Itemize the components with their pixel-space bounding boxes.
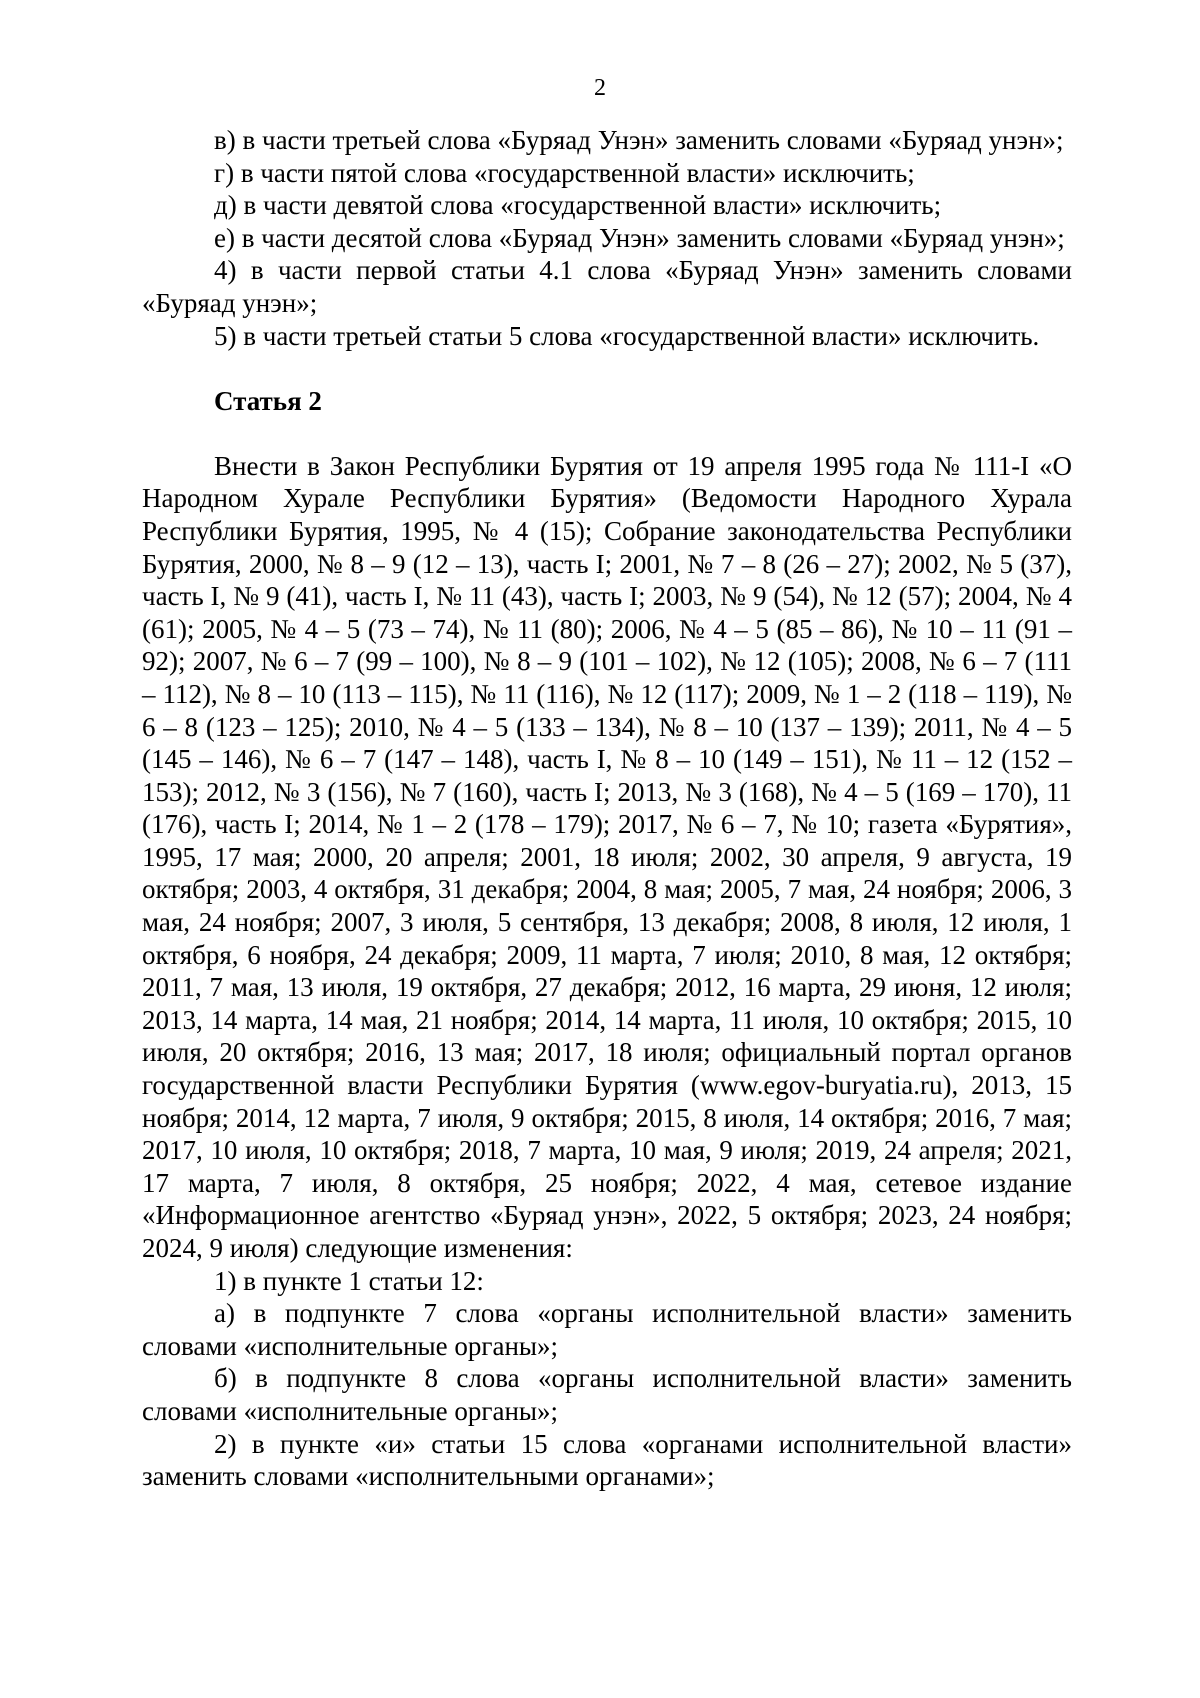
paragraph-item-1: 1) в пункте 1 статьи 12: (214, 1265, 484, 1296)
paragraph-item-e: е) в части десятой слова «Буряад Унэн» заменить словами «Буряад унэн»; (214, 222, 1065, 253)
page-number: 2 (594, 75, 606, 101)
article-heading: Статья 2 (214, 386, 322, 417)
article-intro-paragraph: Внести в Закон Республики Бурятия от 19 апреля 1995 года № 111-I «О Народном Хурале Республики Бурятия» (Ведомости Народного Хурала Республики Бурятия, 1995, № 4 (15); Собрание законодательства Республики Бурятия, 2000, № 8 – 9 (12 – 13), часть I; 2001, № 7 – 8 (26 – 27); 2002, № 5 (37), часть I, № 9 (41), часть I, № 11 (43), часть I; 2003, № 9 (54), № 12 (57); 2004, № 4 (61); 2005, № 4 – 5 (73 – 74), № 11 (80); 2006, № 4 – 5 (85 – 86), № 10 – 11 (91 – 92); 2007, № 6 – 7 (99 – 100), № 8 – 9 (101 – 102), № 12 (105); 2008, № 6 – 7 (111 – 112), № 8 – 10 (113 – 115), № 11 (116), № 12 (117); 2009, № 1 – 2 (118 – 119), № 6 – 8 (123 – 125); 2010, № 4 – 5 (133 – 134), № 8 – 10 (137 – 139); 2011, № 4 – 5 (145 – 146), № 6 – 7 (147 – 148), часть I, № 8 – 10 (149 – 151), № 11 – 12 (152 – 153); 2012, № 3 (156), № 7 (160), часть I; 2013, № 3 (168), № 4 – 5 (169 – 170), 11 (176), часть I; 2014, № 1 – 2 (178 – 179); 2017, № 6 – 7, № 10; газета «Бурятия», 1995, 17 мая; 2000, 20 апреля; 2001, 18 июля; 2002, 30 апреля, 9 августа, 19 октября; 2003, 4 октября, 31 декабря; 2004, 8 мая; 2005, 7 мая, 24 ноября; 2006, 3 мая, 24 ноября; 2007, 3 июля, 5 сентября, 13 декабря; 2008, 8 июля, 12 июля, 1 октября, 6 ноября, 24 декабря; 2009, 11 марта, 7 июля; 2010, 8 мая, 12 октября; 2011, 7 мая, 13 июля, 19 октября, 27 декабря; 2012, 16 марта, 29 июня, 12 июля; 2013, 14 марта, 14 мая, 21 ноября; 2014, 14 марта, 11 июля, 10 октября; 2015, 10 июля, 20 октября; 2016, 13 мая; 2017, 18 июля; официальный портал органов государственной власти Республики Бурятия (www.egov-buryatia.ru), 2013, 15 ноября; 2014, 12 марта, 7 июля, 9 октября; 2015, 8 июля, 14 октября; 2016, 7 мая; 2017, 10 июля, 10 октября; 2018, 7 марта, 10 мая, 9 июля; 2019, 24 апреля; 2021, 17 марта, 7 июля, 8 октября, 25 ноября; 2022, 4 мая, сетевое издание «Информационное агентство «Буряад унэн», 2022, 5 октября; 2023, 24 ноября; 2024, 9 июля) следующие изменения: (142, 450, 1072, 1263)
paragraph-item-g: г) в части пятой слова «государственной власти» исключить; (214, 157, 915, 188)
paragraph-item-4: 4) в части первой статьи 4.1 слова «Буряад Унэн» заменить словами «Буряад унэн»; (142, 255, 1072, 318)
document-body (142, 124, 1072, 1493)
paragraph-item-v: в) в части третьей слова «Буряад Унэн» заменить словами «Буряад унэн»; (214, 125, 1064, 155)
paragraph-item-5: 5) в части третьей статьи 5 слова «государственной власти» исключить. (214, 320, 1040, 351)
paragraph-item-d: д) в части девятой слова «государственной власти» исключить; (214, 190, 942, 221)
paragraph-subitem-a: а) в подпункте 7 слова «органы исполнительной власти» заменить словами «исполнительные органы»; (142, 1298, 1072, 1361)
paragraph-item-2: 2) в пункте «и» статьи 15 слова «органами исполнительной власти» заменить словами «исполнительными органами»; (142, 1428, 1072, 1492)
paragraph-subitem-b: б) в подпункте 8 слова «органы исполнительной власти» заменить словами «исполнительные органы»; (142, 1363, 1072, 1426)
